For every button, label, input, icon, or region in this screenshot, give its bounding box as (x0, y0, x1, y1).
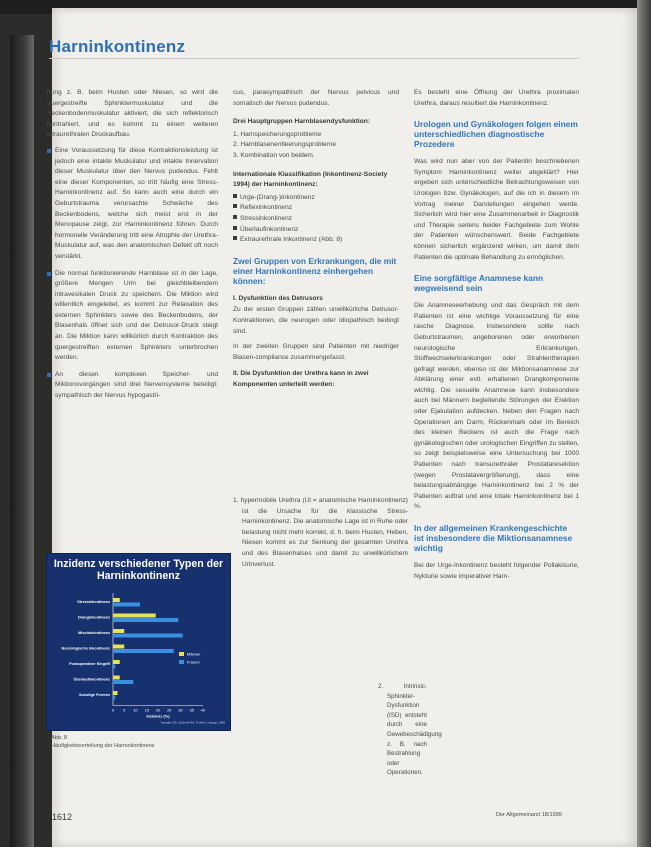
square-bullet-icon (233, 194, 237, 198)
bar-male (113, 645, 124, 649)
square-bullet-icon (47, 272, 51, 276)
bar-female (113, 649, 174, 653)
groups-heading: Drei Hauptgruppen Harnblasendysfunktion: (233, 118, 371, 126)
incidence-bar-chart (46, 553, 231, 731)
bar-male (113, 614, 156, 618)
col1-intro: hung z. B. beim Husten oder Niesen, so wird die quergestreifte Sphinktermuskulatur und die Beckenbodenmuskulatur aktiviert, die sich reflektorisch kontrahiert, und es kommt zu einem weiteren intraurethralen Druckaufbau. (47, 89, 218, 139)
groups-list-item: 2. Harnblasenentleerungsprobleme (233, 141, 337, 149)
column-2 (233, 88, 399, 391)
col1-bullet-1 (47, 146, 218, 263)
chart-source: Tanagho EA, Schmidt RA, Smith's Urology, 1995 (160, 720, 225, 725)
x-tick-label: 40 (200, 708, 206, 713)
bar-male (113, 660, 120, 664)
detrusor-text-2: In der zweiten Gruppen sind Patienten mit niedriger Blasen-compliance zusammengefasst. (233, 343, 399, 361)
subsection-heading-urethra: II. Die Dysfunktion der Urethra kann in zwei Komponenten unterteilt werden: (233, 370, 369, 388)
title-divider (49, 58, 579, 59)
x-tick-label: 0 (111, 708, 115, 713)
x-tick-label: 5 (123, 708, 126, 713)
square-bullet-icon (233, 226, 237, 230)
x-tick-label: 15 (144, 708, 149, 713)
col1-bullet-3 (47, 370, 218, 402)
column-3 (414, 88, 579, 587)
figure-label: Abb. 8 (51, 735, 68, 741)
urethra-item-2: 2. Intrinsic-Sphinkter-Dysfunktion (ISD) entsteht durch eine Gewebeschädigung z. B. nach Bestrahlung oder Operationen. (378, 683, 442, 777)
square-bullet-icon (47, 149, 51, 153)
category-label: Stressinkontinenz (77, 600, 110, 604)
bar-male (113, 691, 118, 695)
square-bullet-icon (233, 215, 237, 219)
col3-intro: Es besteht eine Öffnung der Urethra proximalen Urethra, daraus resultiert die Harninkontinenz. (414, 89, 579, 107)
detrusor-text-1: Zu der ersten Gruppen zählen unwillkürliche Detrusor-Kontraktionen, die neurogen oder idiopathisch bedingt sind. (233, 306, 399, 335)
page-spine-shadow (637, 0, 651, 847)
chart-title: Inzidenz verschiedener Typen der Harninkontinenz (53, 558, 224, 582)
figure-description: Häufigkeitsverteilung der Harninkontinenz (51, 743, 155, 749)
bar-male (113, 598, 120, 602)
col1-bullet-2-text: Die normal funktionierende Harnblase ist in der Lage, größere Mengen Urin bei gleichbleibendem intravesikalen Druck zu speichern. Die Miktion wird willentlich eingeleitet, es kommt zur Relaxation des externen Sphinkters sowie des Beckenbodens, der Blasenhals öffnet sich und der Detrusor-Druck steigt an. Die Miktion kann willkürlich durch Kontraktion des quergestreiften externen Sphinkters unterbrochen werden. (55, 269, 218, 362)
bar-female (113, 603, 140, 607)
col3-text-3: Bei der Urge-Inkontinenz besteht folgender Pollakisurie, Nykturie sowie imperativer Harn- (414, 562, 579, 580)
section-heading-urologists: Urologen und Gynäkologen folgen einem unterschiedlichen diagnostische Prozedere (414, 119, 578, 150)
page-title: Harninkontinenz (49, 37, 186, 56)
legend-swatch-male (179, 652, 184, 656)
groups-list-item: 1. Harnspeicherungsprobleme (233, 130, 322, 138)
groups-list (233, 130, 399, 162)
bar-female (113, 696, 115, 700)
classification-heading: Internationale Klassifikation (Inkontinenz-Society 1994) der Harninkontinenz: (233, 170, 388, 189)
subsection-heading-detrusor: I. Dysfunktion des Detrusors (233, 294, 323, 302)
legend-label-male: Männer (187, 651, 201, 657)
urethra-item-1: 1. hypermobile Urethra (Ul = anatomische Harninkontinenz) ist die Ursache für die klassische Stress-Harninkontinenz. Die anatomische Lage ist in Ruhe oder belastung nicht mehr korrekt, d. h. beim Husten, Heben, Niesen kommt es zur Senkung der gesamten Urethra und des Blasenhalses und damit zu unwillkürlichem Urinverlust. (233, 497, 408, 568)
x-tick-label: 25 (167, 708, 172, 713)
square-bullet-icon (47, 373, 51, 377)
section-heading-anamnesis: Eine sorgfältige Anamnese kann wegweisend sein (414, 273, 544, 294)
x-axis-label: Inzidenz (%) (146, 713, 170, 719)
classification-list (233, 193, 399, 246)
x-tick-label: 10 (133, 708, 138, 713)
groups-list-item: 3. Kombination von beidem. (233, 151, 315, 159)
bar-male (113, 676, 120, 680)
figure-caption (51, 734, 155, 750)
col3-text-1: Was wird nun aber von der Patientin beschriebenen Symptom Harninkontinenz weiter abgeklärt? Hier ergeben sich unterschiedliche Betrachtungsweisen von Urologen bzw. Gynäkologen, auf die ich in diesem im Vortrag meiner Darstellungen eingehen werde. Sicherlich wird hier eine Zusammenarbeit in Diagnostik und Therapie seitens beider Fachgebiete zum Wohle der Patienten wünschenswert. Beide Fachgebiete können sicherlich ergänzend wirken, um damit dem Patienten die optimale Behandlung zu ermöglichen. (414, 158, 579, 261)
bar-female (113, 618, 178, 622)
col1-bullet-3-text: An diesen komplexen Speicher- und Miktionsvorgängen sind drei Nervensysteme beteiligt: sympathisch der Nervus hypogastri- (55, 370, 218, 400)
col3-text-2: Die Anamneseerhebung und das Gespräch mit dem Patienten ist eine wichtige Voraussetzung für eine rasche Diagnose. Insbesondere sollte nach Geburtstraumen, angeborenen oder erworbenen neurologische Erkrankungen, Stoffwechselerkrankungen oder Strahlentherapien gefragt werden, ebenso ist der Miktionsanamnese zur Abklärung einer evtl. erhaltenen Drangkomponente wichtig. Die sexuelle Anamnese kann insbesondere auch bei Männern begleitende Störungen der Erektion oder Ejakulation aufdecken. Neben den Fragen nach Operationen am Darm, Rückenmark oder im Bereich des kleinen Beckens ist auch die Frage nach gynäkologischen oder urologischen Eingriffen zu stellen, so zeigt beispielsweise eine Untersuchung bei 1000 Patienten nach transurethraler Prostataresektion (wegen Prostatavergrößerung), dass eine belastungsabhängige Harninkontinenz bei 2 % der Patienten auftrat und eine totale Harninkontinenz bei 1 %. (414, 302, 579, 511)
bar-female (113, 665, 115, 669)
col1-bullet-1-text: Eine Voraussetzung für diese Kontraktionsleistung ist jedoch eine intakte Muskulatur und intakte Innervation dieser Muskulatur über den Nervus pudendus. Fehlt eine dieser Komponenten, so tritt häufig eine Stress-Harninkontinenz auf. So kann auch eine durch ein Geburtstrauma verursachte Schwäche des Beckenbodens, welche sich meist erst in der Menopause zeigt, zur Harninkontinenz führen. Durch hormonelle Veränderung tritt eine Atrophie der Urethra-Muskulatur auf, was den anatomischen Defekt oft noch verstärkt. (55, 146, 218, 260)
square-bullet-icon (233, 204, 237, 208)
category-label: Neurologische Inkontinenz (61, 646, 110, 651)
bar-female (113, 634, 183, 638)
x-tick-label: 35 (189, 708, 194, 713)
page-number: 1612 (52, 812, 73, 822)
square-bullet-icon (233, 236, 237, 240)
bar-male (113, 629, 124, 633)
classification-item: Extraurethrale Inkontinenz (Abb. 8) (233, 235, 399, 246)
section-heading-history: In der allgemeinen Krankengeschichte ist insbesondere die Miktionsanamnese wichtig (414, 523, 573, 553)
bar-female (113, 680, 133, 684)
classification-item: Urge-(Drang-)Inkontinenz (233, 193, 399, 204)
journal-footer: Der Allgemeinarzt 18/1999 (496, 812, 562, 818)
x-tick-label: 20 (155, 708, 161, 713)
category-label: Überlaufinkontinenz (73, 677, 110, 682)
urethra-item-2-block (378, 682, 442, 783)
col2-intro: cus, parasympathisch der Nervus pelvicus und somatisch der Nervus pudendus. (233, 89, 399, 107)
col1-bullet-2 (47, 269, 218, 364)
category-label: Dranginkontinenz (77, 615, 110, 620)
category-label: Postoperativer Eingriff (69, 662, 110, 666)
section-heading-two-groups: Zwei Gruppen von Erkrankungen, die mit einer Harninkontinenz einhergehen können: (233, 255, 397, 286)
classification-item: Überlaufinkontinenz (233, 225, 399, 236)
category-label: Sonstige Formen (78, 693, 110, 697)
x-tick-label: 30 (178, 708, 183, 713)
column-1 (47, 88, 218, 408)
classification-item: Stressinkontinenz (233, 214, 399, 225)
category-label: Mischinkontinenz (78, 631, 110, 635)
book-binding-shadow (10, 35, 34, 847)
legend-label-female: Frauen (187, 659, 200, 665)
classification-item: Reflexinkontinenz (233, 203, 399, 214)
urethra-item-1-top (233, 496, 408, 575)
legend-swatch-female (179, 660, 184, 664)
